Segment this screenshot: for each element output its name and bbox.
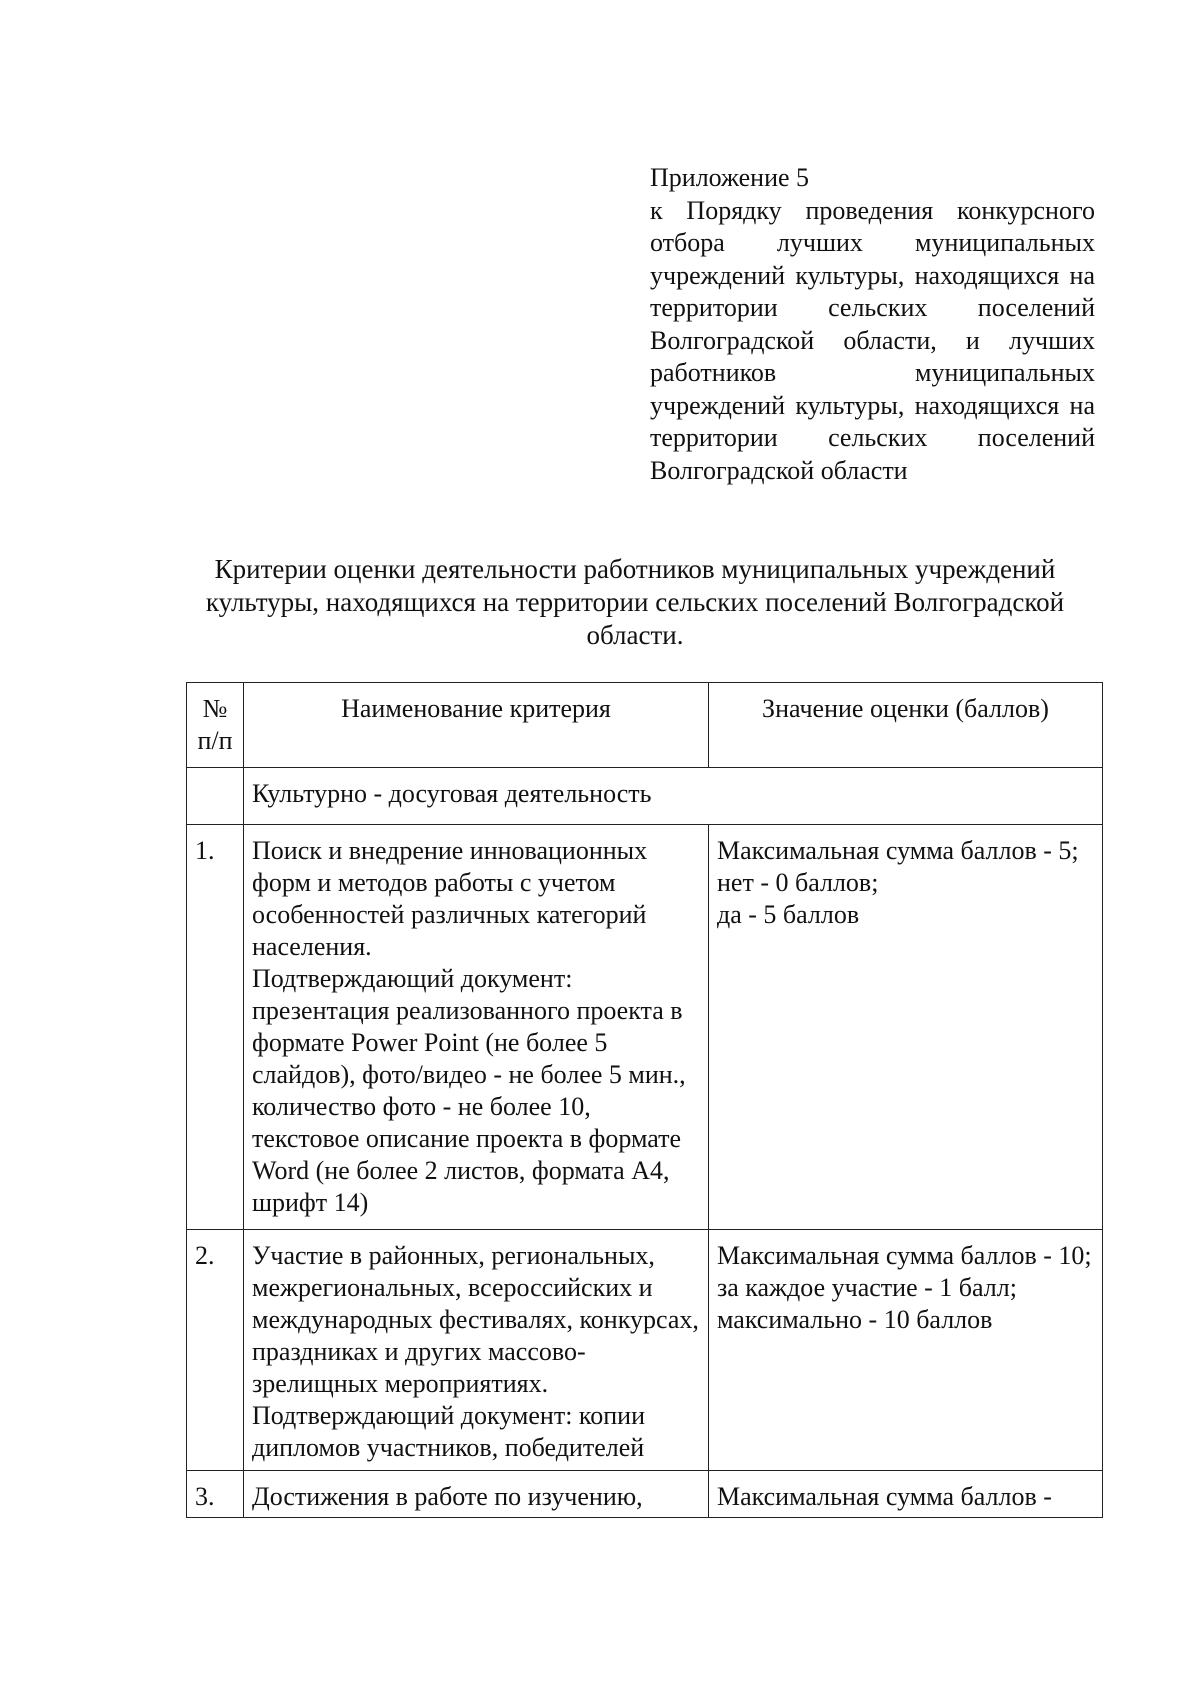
table-row xyxy=(187,1230,1103,1471)
header-name: Наименование критерия xyxy=(244,683,709,768)
header-num: № п/п xyxy=(187,683,244,768)
section-title: Культурно - досуговая деятельность xyxy=(244,768,1103,825)
document-heading: Критерии оценки деятельности работников муниципальных учреждений культуры, находящихся на территории сельских поселений Волгоградской области. xyxy=(205,554,1065,650)
row-score: Максимальная сумма баллов - 5; нет - 0 баллов; да - 5 баллов xyxy=(709,825,1103,1230)
table-header-row xyxy=(187,683,1103,768)
section-row xyxy=(187,768,1103,825)
table-row xyxy=(187,825,1103,1230)
appendix-text: к Порядку проведения конкурсного отбора лучших муниципальных учреждений культуры, находящихся на территории сельских поселений Волгоградской области, и лучших работников муниципальных учреждений культуры, находящихся на территории сельских поселений Волгоградской области xyxy=(650,195,1095,485)
row-num: 1. xyxy=(187,825,244,1230)
row-score: Максимальная сумма баллов - xyxy=(709,1471,1103,1518)
row-num: 3. xyxy=(187,1471,244,1518)
row-criterion: Достижения в работе по изучению, xyxy=(244,1471,709,1518)
appendix-block xyxy=(650,162,1095,487)
table-row xyxy=(187,1471,1103,1518)
row-num: 2. xyxy=(187,1230,244,1471)
criteria-table xyxy=(186,682,1103,1518)
row-criterion: Поиск и внедрение инновационных форм и методов работы с учетом особенностей различных категорий населения. Подтверждающий документ: презентация реализованного проекта в формате Power Point (не более 5 слайдов), фото/видео - не более 5 мин., количество фото - не более 10, текстовое описание проекта в формате Word (не более 2 листов, формата А4, шрифт 14) xyxy=(244,825,709,1230)
appendix-title: Приложение 5 xyxy=(650,163,810,192)
section-num-cell xyxy=(187,768,244,825)
header-value: Значение оценки (баллов) xyxy=(709,683,1103,768)
row-criterion: Участие в районных, региональных, межрегиональных, всероссийских и международных фестивалях, конкурсах, праздниках и других массово-зрелищных мероприятиях. Подтверждающий документ: копии дипломов участников, победителей xyxy=(244,1230,709,1471)
row-score: Максимальная сумма баллов - 10; за каждое участие - 1 балл; максимально - 10 баллов xyxy=(709,1230,1103,1471)
